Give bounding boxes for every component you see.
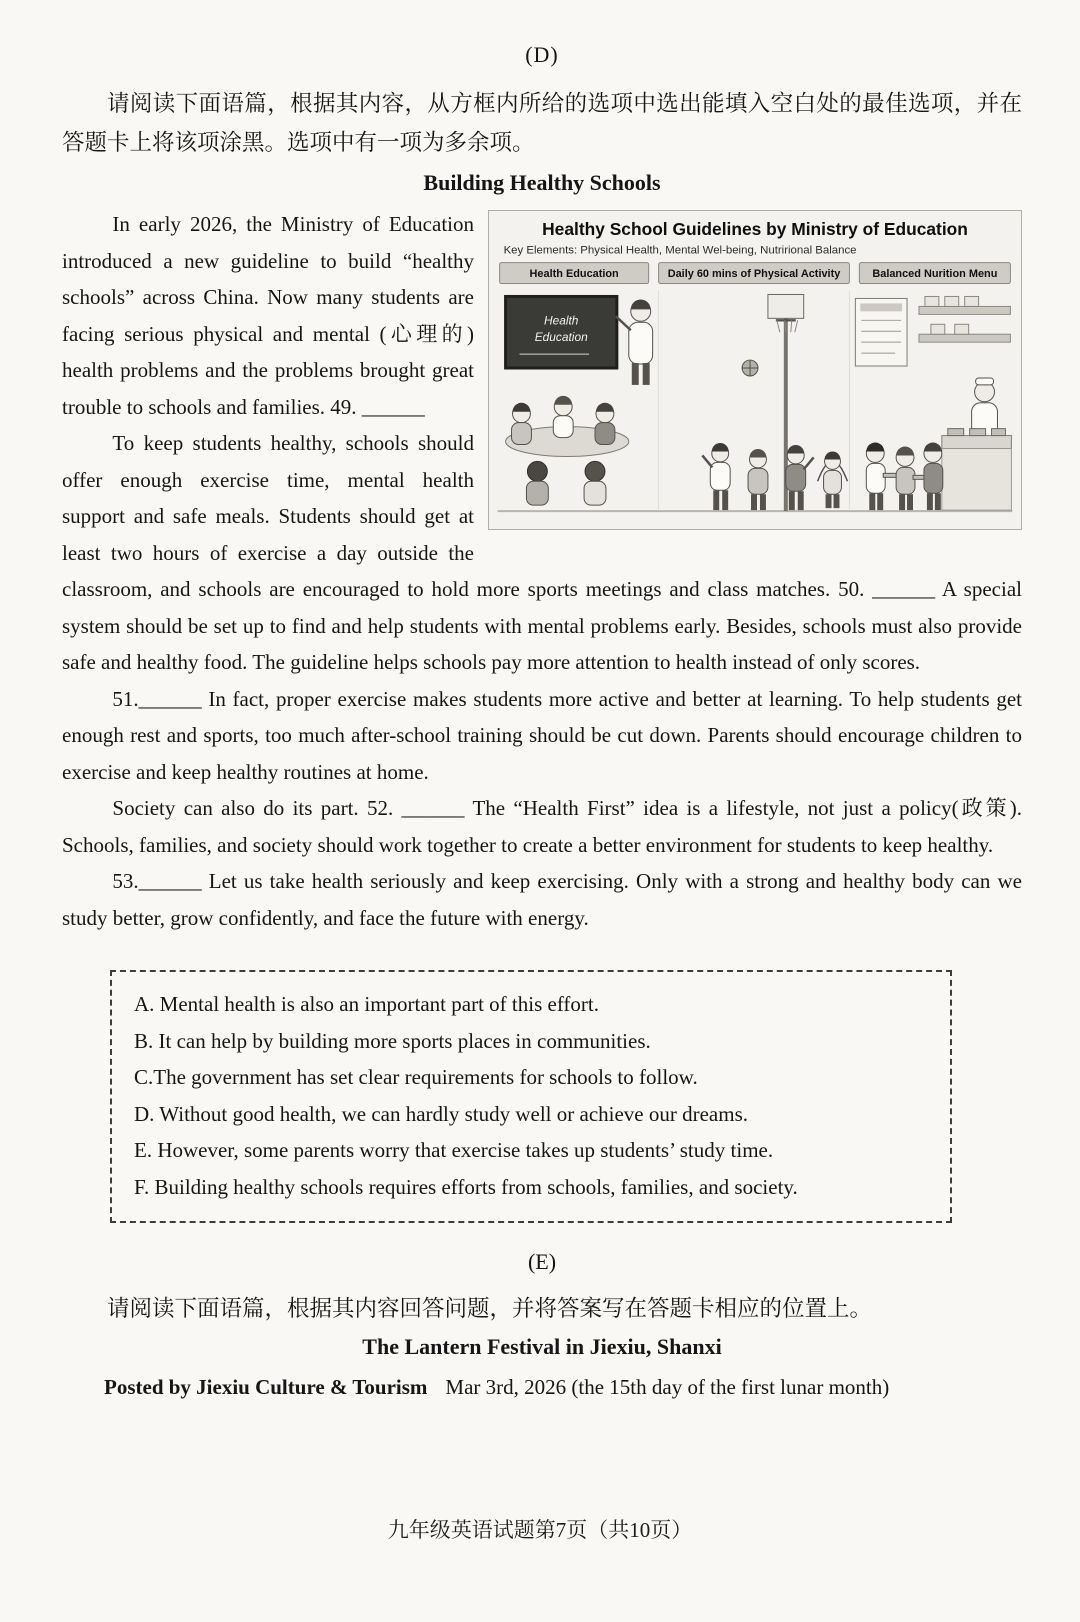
svg-text:Balanced Nurition Menu: Balanced Nurition Menu [872, 268, 998, 281]
option-f: F. Building healthy schools requires efforts from schools, families, and society. [134, 1174, 798, 1199]
svg-text:Daily 60 mins of Physical Acti: Daily 60 mins of Physical Activity [667, 268, 841, 281]
column-chip-physical-activity [659, 263, 850, 284]
passage-paragraph-1: In early 2026, the Ministry of Education introduced a new guideline to build “healthy schools” across China. Now many students are facing serious physical and mental (心理的) health problems and the problems brought great trouble to schools and families. 49. ______ [62, 212, 474, 419]
passage-paragraph-3: 51.______ In fact, proper exercise makes students more active and better at learning. To help students get enough rest and sports, too much after-school training should be cut down. Parents should encourage children to exercise and keep healthy routines at home. [62, 686, 1022, 784]
posted-by-author: Posted by Jiexiu Culture & Tourism [104, 1375, 428, 1399]
option-a: A. Mental health is also an important part of this effort. [134, 992, 600, 1016]
classroom-blackboard [506, 296, 617, 368]
queue-kids [866, 443, 943, 511]
menu-board [855, 298, 907, 366]
option-b: B. It can help by building more sports places in communities. [134, 1028, 651, 1053]
instruction-e: 请阅读下面语篇，根据其内容回答问题，并将答案写在答题卡相应的位置上。 [107, 1296, 873, 1321]
option-e: E. However, some parents worry that exercise takes up students’ study time. [134, 1138, 774, 1162]
instruction-d: 请阅读下面语篇，根据其内容，从方框内所给的选项中选出能填入空白处的最佳选项，并在答题卡上将该项涂黑。选项中有一项为多余项。 [62, 91, 1022, 155]
posted-by-line [62, 1368, 1022, 1406]
healthy-school-illustration [488, 210, 1022, 530]
passage-paragraph-4: Society can also do its part. 52. ______ The “Health First” idea is a lifestyle, not just a policy(政策). Schools, families, and society should work together to create a better environment for students to keep healthy. [62, 796, 1022, 857]
illustration-title: Healthy School Guidelines by Ministry of Education [542, 218, 968, 239]
passage-e-title: The Lantern Festival in Jiexiu, Shanxi [362, 1334, 722, 1359]
passage-paragraph-2: To keep students healthy, schools should offer enough exercise time, mental health support and safe meals. Students should get at least two hours of exercise a day outside the classroom, and schools are encouraged to hold more sports meetings and class matches. 50. ______ A special system should be set up to find and help students with mental problems early. Besides, schools must also provide safe and healthy food. The guideline helps schools pay more attention to health instead of only scores. [62, 431, 1022, 674]
page-footer: 九年级英语试题第7页（共10页） [387, 1518, 693, 1542]
serving-counter [942, 429, 1012, 510]
basketball [742, 360, 758, 376]
passage-title: Building Healthy Schools [423, 170, 661, 195]
section-d-label: (D) [525, 42, 559, 67]
svg-text:Health: Health [544, 313, 579, 328]
posted-by-date: Mar 3rd, 2026 (the 15th day of the first lunar month) [445, 1375, 890, 1399]
section-e-label: (E) [527, 1249, 557, 1274]
column-chip-nutrition-menu [859, 263, 1010, 284]
option-d: D. Without good health, we can hardly study well or achieve our dreams. [134, 1101, 749, 1126]
illustration-subtitle: Key Elements: Physical Health, Mental Wel-being, Nutrirional Balance [503, 244, 857, 257]
server-figure [972, 378, 998, 437]
option-c: C.The government has set clear requirements for schools to follow. [134, 1065, 698, 1089]
svg-text:Health Education: Health Education [529, 268, 619, 281]
svg-text:Education: Education [534, 330, 588, 345]
column-chip-health-education [500, 263, 649, 284]
passage-paragraph-5: 53.______ Let us take health seriously and keep exercising. Only with a strong and healthy body can we study better, grow confidently, and face the future with energy. [62, 869, 1022, 930]
options-box [110, 970, 952, 1223]
